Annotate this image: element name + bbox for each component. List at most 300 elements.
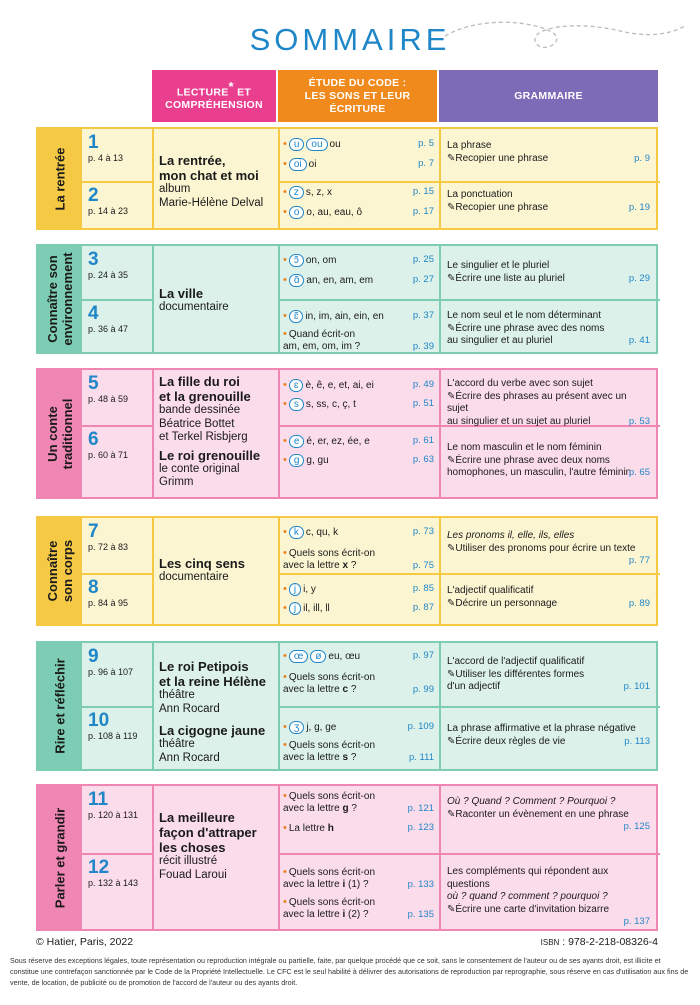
lesson-pages: p. 108 à 119 — [88, 731, 138, 741]
pencil-icon: ✎ — [447, 542, 456, 554]
reading-title: La rentrée, mon chat et moi — [159, 153, 259, 183]
grammar-text: La phrase — [447, 140, 492, 151]
grammar-line — [447, 189, 650, 202]
grammar-cell — [440, 518, 656, 624]
lesson-number: 10 — [88, 710, 110, 731]
grammar-text: Écrire deux règles de vie — [455, 735, 566, 747]
page-ref: p. 97 — [412, 650, 434, 661]
code-text: Quels sons écrit-on avec la lettre — [283, 867, 376, 890]
unit-theme-band — [38, 518, 82, 624]
bullet: • — [283, 526, 287, 538]
pencil-icon: ✎ — [447, 808, 456, 820]
code-row — [283, 583, 434, 596]
code-text: il, ill, ll — [303, 603, 330, 614]
grammar-block — [447, 656, 650, 694]
lesson-cell — [82, 129, 153, 164]
unit-block — [36, 368, 658, 499]
code-letter: h — [327, 823, 334, 834]
lesson-cell — [82, 643, 153, 678]
lesson-number: 1 — [88, 132, 99, 153]
grammar-line — [447, 140, 650, 153]
pencil-icon: ✎ — [447, 201, 456, 213]
grammar-block — [447, 723, 650, 748]
pencil-icon: ✎ — [447, 735, 456, 747]
pencil-icon: ✎ — [447, 903, 456, 915]
reading-subtitle: bande dessinée Béatrice Bottet et Terkel Risbjerg — [159, 404, 248, 443]
grammar-text: Le singulier et le pluriel — [447, 260, 550, 271]
code-row — [283, 790, 434, 815]
grammar-line — [447, 585, 650, 598]
sound-symbol: ʒ — [289, 721, 304, 734]
reading-item — [159, 286, 273, 315]
code-text: on, om — [305, 255, 337, 266]
reading-subtitle: album Marie-Hélène Delval — [159, 183, 264, 209]
grammar-text: Écrire des phrases au présent avec un sujet au singulier et un sujet au pluriel — [447, 390, 627, 427]
code-row — [283, 822, 434, 835]
bullet: • — [283, 138, 287, 150]
page-ref: p. 61 — [412, 435, 434, 446]
bullet: • — [283, 866, 287, 878]
sound-symbol: g — [289, 454, 305, 467]
grammar-line — [447, 442, 650, 455]
decorative-swirl — [440, 6, 690, 66]
grammar-text: Recopier une phrase — [455, 152, 549, 164]
code-letter: i — [342, 909, 346, 920]
page-ref: p. 137 — [623, 915, 650, 927]
code-text-end: ? — [348, 684, 357, 695]
unit-block — [36, 127, 658, 230]
lesson-cell — [82, 300, 153, 335]
code-text: è, ê, e, et, ai, ei — [305, 380, 374, 391]
page-ref: p. 15 — [412, 186, 434, 197]
sound-symbol: ø — [310, 650, 326, 663]
lesson-cell — [82, 370, 153, 405]
header-lecture: LECTURE* ET COMPRÉHENSION — [152, 70, 276, 122]
bullet: • — [283, 158, 287, 170]
header-code: ÉTUDE DU CODE : LES SONS ET LEUR ÉCRITURE — [278, 70, 437, 122]
lesson-pages: p. 24 à 35 — [88, 270, 129, 280]
pencil-icon: ✎ — [447, 272, 456, 284]
code-row — [283, 671, 434, 696]
pencil-icon: ✎ — [447, 597, 456, 609]
reading-item — [159, 448, 273, 490]
grammar-block — [447, 189, 650, 214]
code-row — [283, 526, 434, 539]
page-ref: p. 123 — [407, 822, 434, 833]
code-letter: i — [342, 879, 346, 890]
grammar-text: Utiliser des pronoms pour écrire un texte — [455, 542, 636, 554]
code-row — [283, 328, 434, 353]
code-row — [283, 206, 434, 219]
grammar-line — [447, 260, 650, 273]
code-text: in, im, ain, ein, en — [305, 311, 384, 322]
grammar-line — [447, 323, 650, 348]
sound-symbol: oi — [289, 158, 307, 171]
reading-title: Le roi grenouille — [159, 447, 261, 463]
reading-title: La ville — [159, 286, 204, 301]
page-ref: p. 19 — [628, 201, 650, 213]
code-row — [283, 739, 434, 764]
unit-block — [36, 784, 658, 931]
code-text: Quand écrit-on am, em, om, im ? — [283, 329, 361, 352]
grammar-text: Les pronoms il, elle, ils, elles — [447, 530, 575, 541]
code-row — [283, 721, 434, 734]
grammar-text: Raconter un évènement en une phrase — [455, 808, 629, 820]
grammar-line — [447, 809, 650, 834]
code-text: an, en, am, em — [306, 275, 374, 286]
code-text: g, gu — [306, 455, 329, 466]
page-ref: p. 85 — [412, 583, 434, 594]
page-ref: p. 77 — [628, 554, 650, 566]
bullet: • — [283, 310, 287, 322]
code-text: Quels sons écrit-on avec la lettre — [283, 740, 376, 763]
lesson-number: 2 — [88, 185, 99, 206]
grammar-line — [447, 656, 650, 669]
unit-theme-line: Connaître son — [45, 255, 60, 343]
page-ref: p. 53 — [628, 415, 650, 427]
grammar-cell — [440, 246, 656, 352]
code-text: c, qu, k — [305, 527, 339, 538]
page-ref: p. 49 — [412, 379, 434, 390]
sound-symbol: ɑ̃ — [289, 274, 305, 287]
unit-theme-band — [38, 246, 82, 352]
page-ref: p. 37 — [412, 310, 434, 321]
code-cell — [279, 246, 440, 352]
unit-theme-label — [53, 147, 68, 210]
code-row — [283, 158, 434, 171]
grammar-line — [447, 153, 650, 166]
bullet: • — [283, 254, 287, 266]
grammar-line — [447, 378, 650, 391]
bullet: • — [283, 379, 287, 391]
reading-subtitle: documentaire — [159, 571, 229, 583]
code-letter: s — [342, 752, 349, 763]
page-ref: p. 5 — [418, 138, 434, 149]
grammar-line — [447, 543, 650, 568]
unit-theme-line: Connaître — [45, 540, 60, 602]
page-ref: p. 121 — [407, 803, 434, 814]
reading-item — [159, 556, 273, 585]
code-text: Quels sons écrit-on avec la lettre — [283, 897, 376, 920]
reading-subtitle: théâtre Ann Rocard — [159, 689, 220, 715]
reading-item — [159, 153, 273, 210]
lesson-number: 5 — [88, 373, 99, 394]
grammar-text: Le nom masculin et le nom féminin — [447, 442, 602, 453]
lesson-cell — [82, 854, 153, 889]
sound-symbol: z — [289, 186, 304, 199]
lesson-cell — [82, 518, 153, 553]
code-text: ou — [329, 139, 341, 150]
grammar-block — [447, 260, 650, 285]
code-cell — [279, 786, 440, 929]
grammar-text: Utiliser les différentes formes d'un adjectif — [447, 668, 585, 692]
code-row — [283, 435, 434, 448]
grammar-block — [447, 310, 650, 348]
code-text: oi — [308, 159, 317, 170]
code-text: Quels sons écrit-on avec la lettre — [283, 548, 376, 571]
lesson-number: 4 — [88, 303, 99, 324]
code-cell — [279, 518, 440, 624]
code-letter: g — [342, 803, 349, 814]
grammar-block — [447, 866, 650, 928]
lesson-cell — [82, 707, 153, 742]
pencil-icon: ✎ — [447, 454, 456, 466]
lesson-pages: p. 120 à 131 — [88, 810, 139, 820]
reading-subtitle: théâtre Ann Rocard — [159, 738, 220, 764]
code-row — [283, 274, 434, 287]
reading-cell — [153, 286, 279, 315]
code-text-end: (1) ? — [345, 879, 369, 890]
code-text: Quels sons écrit-on avec la lettre — [283, 791, 376, 814]
unit-theme-label — [45, 540, 75, 602]
unit-theme-band — [38, 786, 82, 929]
sound-symbol: ɛ — [289, 379, 304, 392]
code-text: s, z, x — [305, 187, 332, 198]
grammar-block — [447, 796, 650, 833]
sound-symbol: ɔ̃ — [289, 254, 304, 267]
code-row — [283, 866, 434, 891]
grammar-text: Écrire une carte d'invitation bizarre — [455, 903, 610, 915]
bullet: • — [283, 398, 287, 410]
grammar-line — [447, 273, 650, 286]
sound-symbol: o — [289, 206, 305, 219]
bullet: • — [283, 650, 287, 662]
grammar-text: L'accord de l'adjectif qualificatif — [447, 656, 585, 667]
page-ref: p. 65 — [628, 467, 650, 478]
lesson-number: 7 — [88, 521, 99, 542]
reading-cell — [153, 810, 279, 882]
reading-title: La meilleure façon d'attraper les choses — [159, 810, 257, 855]
sound-symbol: e — [289, 435, 305, 448]
code-text: s, ss, c, ç, t — [305, 399, 356, 410]
unit-theme-label — [45, 398, 75, 469]
code-text-end: (2) ? — [345, 909, 369, 920]
code-text: eu, œu — [328, 651, 361, 662]
lesson-number: 11 — [88, 789, 109, 810]
copyright: © Hatier, Paris, 2022 — [36, 936, 134, 948]
sound-symbol: s — [289, 398, 304, 411]
reading-cell — [153, 659, 279, 765]
bullet: • — [283, 454, 287, 466]
page-ref: p. 87 — [412, 602, 434, 613]
unit-theme-band — [38, 370, 82, 497]
grammar-line — [447, 598, 650, 611]
page-ref: p. 99 — [412, 684, 434, 695]
grammar-text: Le nom seul et le nom déterminant — [447, 310, 601, 321]
page-ref: p. 113 — [624, 735, 650, 747]
unit-theme-line: son corps — [60, 539, 75, 603]
page-ref: p. 9 — [634, 152, 650, 164]
page-ref: p. 17 — [412, 206, 434, 217]
page-ref: p. 27 — [412, 274, 434, 285]
bullet: • — [283, 671, 287, 683]
code-text-end: ? — [348, 803, 357, 814]
code-cell — [279, 370, 440, 497]
grammar-block — [447, 530, 650, 567]
unit-theme-line: traditionnel — [60, 398, 75, 469]
lesson-pages: p. 96 à 107 — [88, 667, 134, 677]
code-row — [283, 602, 434, 615]
bullet: • — [283, 822, 287, 834]
page-ref: p. 41 — [628, 335, 650, 346]
code-row — [283, 547, 434, 572]
code-text-end: ? — [348, 560, 357, 571]
pencil-icon: ✎ — [447, 668, 456, 680]
grammar-text: où ? quand ? comment ? pourquoi ? — [447, 891, 608, 902]
lesson-pages: p. 84 à 95 — [88, 598, 129, 608]
code-row — [283, 379, 434, 392]
lesson-number: 8 — [88, 577, 99, 598]
unit-block — [36, 641, 658, 771]
lesson-pages: p. 48 à 59 — [88, 394, 129, 404]
legal-notice: Sous réserve des exceptions légales, toute représentation ou reproduction intégrale ou partielle, faite, par quelque procédé que ce soit, sans le consentement de l'auteur ou de ses ayants droit, est illicite et constitue une contrefaçon sanctionnée par le Code de la Propriété Intellectuelle. Le CFC est le seul habilité à délivrer des autorisations de reproduction par reprographie, sous réserve en cas d'utilisation aux fins de vente, de location, de publicité ou de promotion de l'accord de l'auteur ou des ayants droit. — [10, 956, 689, 987]
reading-cell — [153, 374, 279, 490]
page-ref: p. 101 — [623, 681, 650, 692]
unit-theme-line: Parler et grandir — [52, 807, 68, 908]
unit-theme-label — [45, 252, 75, 345]
footer — [36, 936, 658, 948]
grammar-line — [447, 796, 650, 809]
grammar-text: Écrire une phrase avec deux noms homophones, un masculin, l'autre féminin — [447, 454, 632, 478]
pencil-icon: ✎ — [447, 322, 456, 334]
grammar-text: L'accord du verbe avec son sujet — [447, 378, 593, 389]
code-row — [283, 398, 434, 411]
page-ref: p. 63 — [412, 454, 434, 465]
bullet: • — [283, 206, 287, 218]
code-row — [283, 254, 434, 267]
isbn: ISBN : 978-2-218-08326-4 — [540, 936, 658, 948]
unit-theme-line: Un conte — [45, 405, 60, 462]
bullet: • — [283, 274, 287, 286]
page-title: SOMMAIRE — [249, 22, 451, 57]
sound-symbol: k — [289, 526, 304, 539]
grammar-line — [447, 891, 650, 904]
unit-theme-label — [53, 658, 68, 753]
page-ref: p. 73 — [412, 526, 434, 537]
header-grammaire: GRAMMAIRE — [439, 70, 658, 122]
sound-symbol: j — [289, 602, 301, 615]
code-letter: x — [342, 560, 349, 571]
reading-subtitle: récit illustré Fouad Laroui — [159, 855, 227, 881]
bullet: • — [283, 435, 287, 447]
grammar-text: Les compléments qui répondent aux questions — [447, 866, 609, 890]
lesson-pages: p. 14 à 23 — [88, 206, 129, 216]
code-text: o, au, eau, ô — [306, 207, 363, 218]
page-ref: p. 125 — [623, 820, 650, 832]
lesson-number: 9 — [88, 646, 99, 667]
unit-theme-line: La rentrée — [52, 147, 68, 210]
grammar-block — [447, 585, 650, 610]
grammar-cell — [440, 643, 656, 769]
pencil-icon: ✎ — [447, 152, 456, 164]
code-row — [283, 186, 434, 199]
page-ref: p. 7 — [418, 158, 434, 169]
reading-item — [159, 659, 273, 716]
grammar-text: La ponctuation — [447, 189, 513, 200]
page-ref: p. 109 — [407, 721, 434, 732]
grammar-cell — [440, 370, 656, 497]
page-ref: p. 135 — [407, 909, 434, 920]
grammar-cell — [440, 786, 656, 929]
unit-theme-line: Rire et réfléchir — [52, 658, 68, 754]
grammar-text: Écrire une liste au pluriel — [455, 272, 565, 284]
grammar-line — [447, 530, 650, 543]
unit-block — [36, 244, 658, 354]
code-text: i, y — [303, 584, 316, 595]
page-ref: p. 25 — [412, 254, 434, 265]
sound-symbol: ɛ̃ — [289, 310, 304, 323]
grammar-text: Recopier une phrase — [455, 201, 549, 213]
reading-subtitle: documentaire — [159, 301, 229, 313]
lesson-cell — [82, 574, 153, 609]
bullet: • — [283, 328, 287, 340]
grammar-block — [447, 140, 650, 165]
grammar-text: La phrase affirmative et la phrase négative — [447, 723, 636, 734]
grammar-text: Décrire un personnage — [455, 597, 558, 609]
grammar-line — [447, 202, 650, 215]
lesson-pages: p. 60 à 71 — [88, 450, 129, 460]
sound-symbol: ou — [306, 138, 327, 151]
lesson-pages: p. 132 à 143 — [88, 878, 139, 888]
page-ref: p. 29 — [628, 272, 650, 284]
bullet: • — [283, 721, 287, 733]
bullet: • — [283, 790, 287, 802]
lesson-number: 12 — [88, 857, 110, 878]
code-cell — [279, 129, 440, 228]
bullet: • — [283, 186, 287, 198]
grammar-line — [447, 723, 650, 736]
grammar-line — [447, 736, 650, 749]
code-text-end: ? — [348, 752, 357, 763]
lesson-pages: p. 4 à 13 — [88, 153, 124, 163]
unit-theme-label — [53, 807, 68, 907]
code-row — [283, 650, 434, 663]
lesson-cell — [82, 246, 153, 281]
reading-title: Les cinq sens — [159, 556, 245, 571]
page-ref: p. 39 — [412, 341, 434, 352]
page-ref: p. 89 — [628, 597, 650, 609]
sound-symbol: u — [289, 138, 305, 151]
grammar-line — [447, 904, 650, 929]
reading-cell — [153, 153, 279, 210]
grammar-line — [447, 391, 650, 429]
pencil-icon: ✎ — [447, 390, 456, 402]
bullet: • — [283, 602, 287, 614]
sound-symbol: j — [289, 583, 301, 596]
code-row — [283, 896, 434, 921]
page-ref: p. 51 — [412, 398, 434, 409]
grammar-block — [447, 378, 650, 428]
reading-subtitle: le conte original Grimm — [159, 462, 240, 488]
code-text: é, er, ez, ée, e — [306, 436, 370, 447]
code-text: La lettre — [288, 823, 328, 834]
unit-theme-line: environnement — [60, 252, 75, 346]
bullet: • — [283, 896, 287, 908]
reading-item — [159, 374, 273, 445]
lesson-number: 3 — [88, 249, 99, 270]
reading-item — [159, 723, 273, 765]
reading-item — [159, 810, 273, 882]
bullet: • — [283, 547, 287, 559]
code-text: Quels sons écrit-on avec la lettre — [283, 672, 376, 695]
lesson-pages: p. 72 à 83 — [88, 542, 129, 552]
page-ref: p. 111 — [408, 752, 434, 763]
code-row — [283, 454, 434, 467]
code-letter: c — [342, 684, 349, 695]
page-ref: p. 75 — [412, 560, 434, 571]
grammar-text: Où ? Quand ? Comment ? Pourquoi ? — [447, 796, 616, 807]
unit-block — [36, 516, 658, 626]
